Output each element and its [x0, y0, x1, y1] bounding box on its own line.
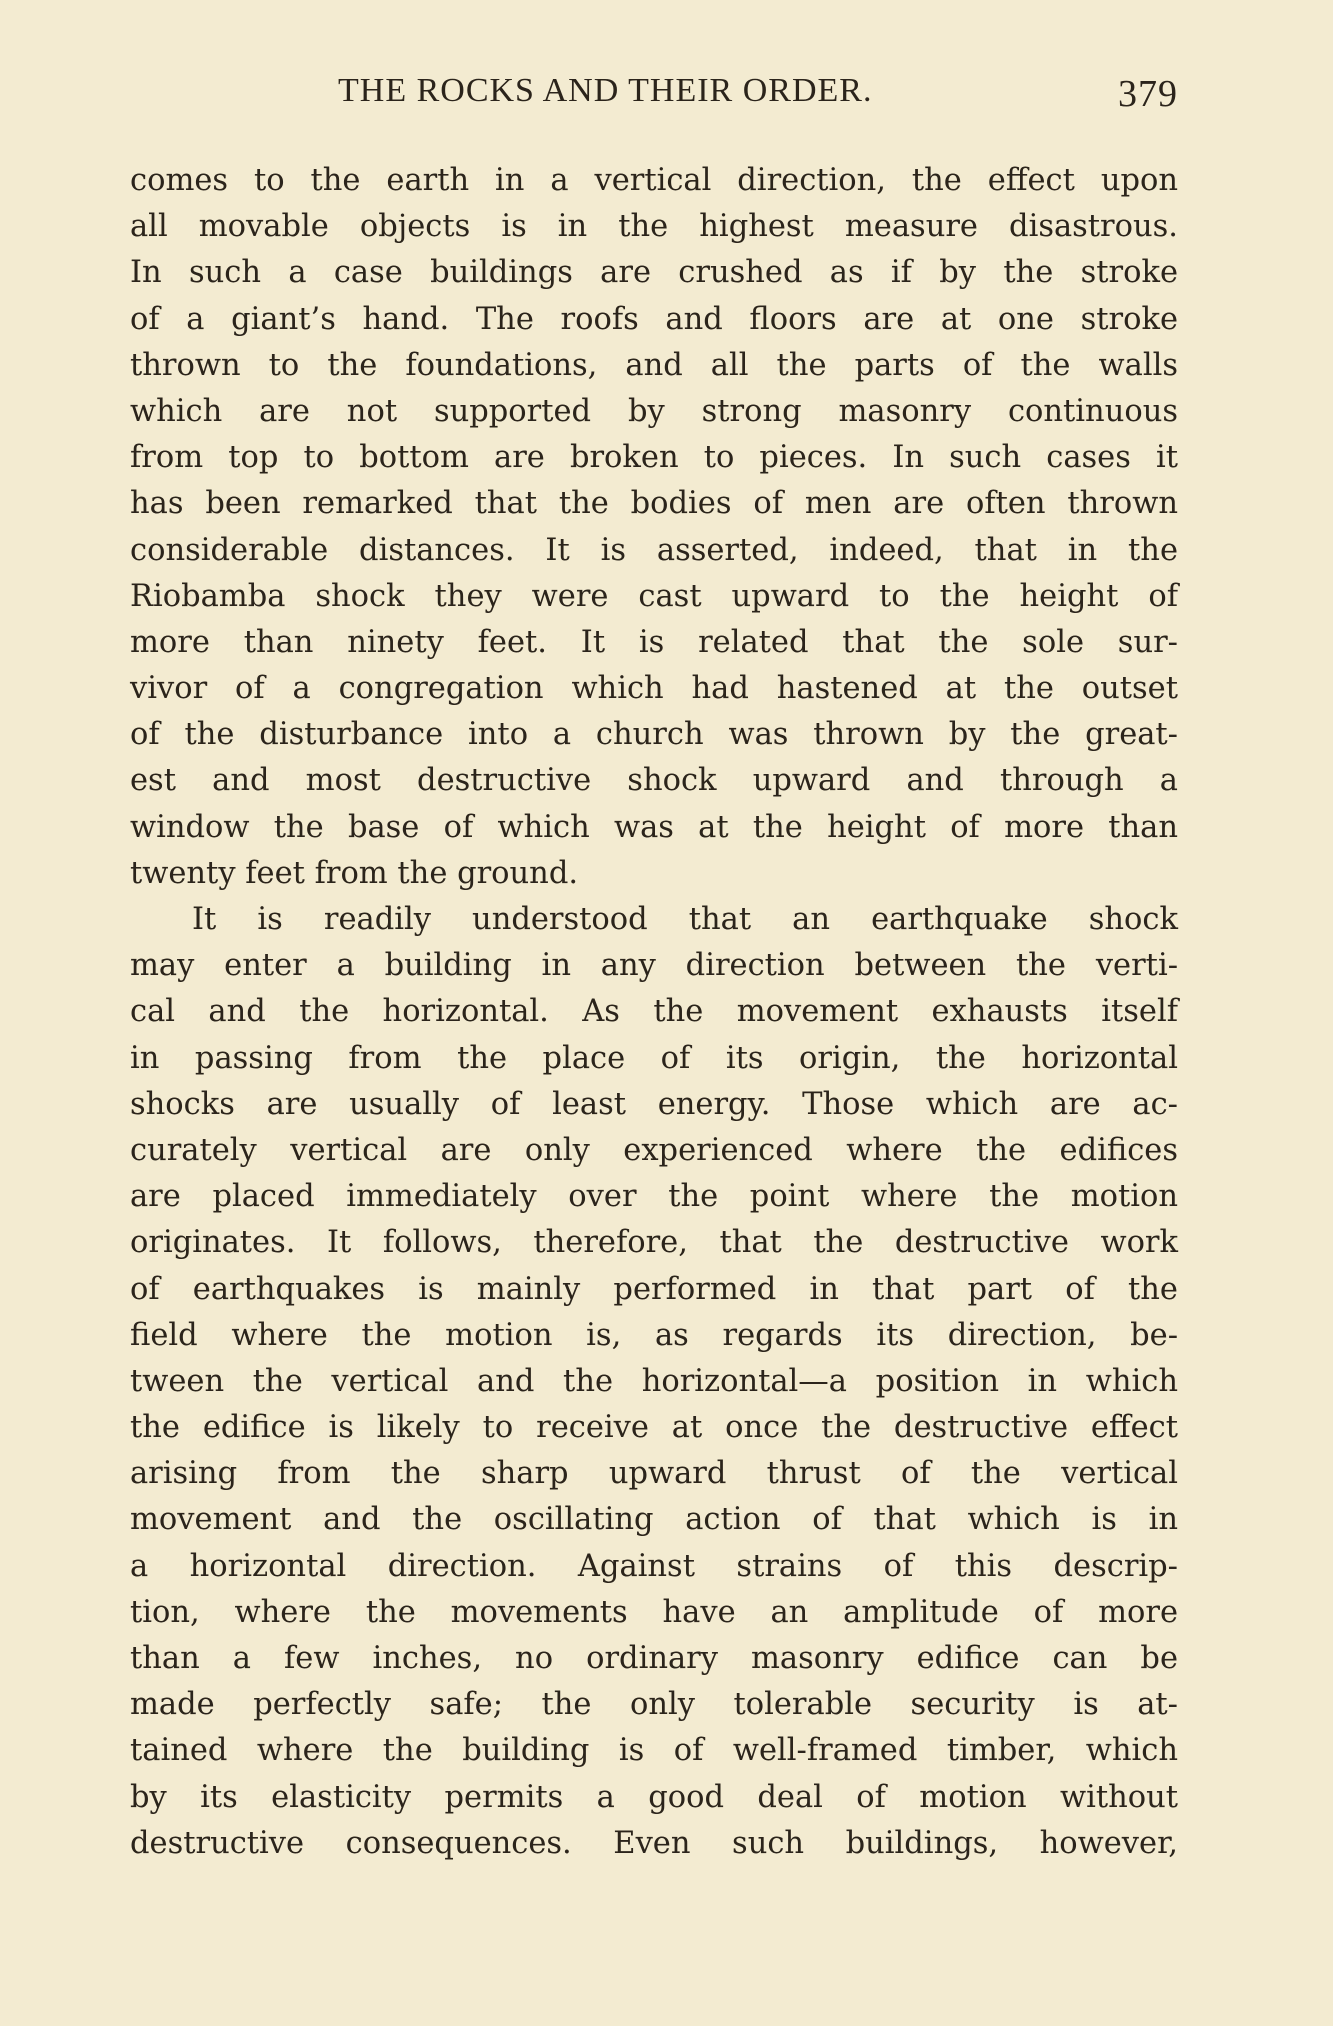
text-line: window the base of which was at the height of more than: [130, 809, 1178, 845]
text-line: considerable distances. It is asserted, indeed, that in the: [130, 532, 1178, 568]
text-line: comes to the earth in a vertical direction, the effect upon: [130, 163, 1178, 198]
text-line: destructive consequences. Even such buildings, however,: [130, 1825, 1178, 1861]
text-line: from top to bottom are broken to pieces. In such cases it: [130, 440, 1178, 476]
text-line: a horizontal direction. Against strains of this descrip-: [130, 1548, 1178, 1584]
text-line: est and most destructive shock upward and through a: [130, 763, 1178, 799]
text-line: cal and the horizontal. As the movement exhausts itself: [130, 994, 1178, 1030]
text-line: field where the motion is, as regards its direction, be-: [130, 1317, 1178, 1353]
text-line: of a giant’s hand. The roofs and floors are at one stroke: [130, 301, 1178, 337]
text-line: are placed immediately over the point where the motion: [130, 1179, 1178, 1215]
text-line: which are not supported by strong masonry continuous: [130, 393, 1178, 429]
text-line: movement and the oscillating action of that which is in: [130, 1502, 1178, 1538]
text-line: made perfectly safe; the only tolerable security is at-: [130, 1687, 1178, 1723]
text-line: of the disturbance into a church was thrown by the great-: [130, 717, 1178, 753]
text-line: tion, where the movements have an amplitude of more: [130, 1594, 1178, 1630]
text-line: In such a case buildings are crushed as if by the stroke: [130, 255, 1178, 291]
text-line: all movable objects is in the highest measure disastrous.: [130, 209, 1178, 245]
text-line: curately vertical are only experienced where the edifices: [130, 1132, 1178, 1168]
text-line: the edifice is likely to receive at once the destructive effect: [130, 1410, 1178, 1446]
text-line: in passing from the place of its origin, the horizontal: [130, 1040, 1178, 1076]
running-head: [130, 72, 1178, 116]
text-line: vivor of a congregation which had hastened at the outset: [130, 671, 1178, 707]
text-line: by its elasticity permits a good deal of motion without: [130, 1779, 1178, 1815]
text-line: arising from the sharp upward thrust of the vertical: [130, 1456, 1178, 1492]
text-line: twenty feet from the ground.: [130, 855, 579, 891]
text-line: of earthquakes is mainly performed in that part of the: [130, 1271, 1178, 1307]
body-text: [130, 158, 1178, 1867]
text-line: tween the vertical and the horizontal—a position in which: [130, 1363, 1178, 1399]
text-line: tained where the building is of well-framed timber, which: [130, 1733, 1178, 1769]
text-line: has been remarked that the bodies of men are often thrown: [130, 486, 1178, 522]
text-line: may enter a building in any direction between the verti-: [130, 948, 1178, 984]
text-line: more than ninety feet. It is related that the sole sur-: [130, 624, 1178, 660]
text-line: Riobamba shock they were cast upward to the height of: [130, 578, 1178, 614]
text-line: thrown to the foundations, and all the parts of the walls: [130, 347, 1178, 383]
text-line: than a few inches, no ordinary masonry edifice can be: [130, 1641, 1178, 1676]
running-title: THE ROCKS AND THEIR ORDER.: [338, 72, 873, 109]
text-line: It is readily understood that an earthquake shock: [192, 902, 1178, 937]
page-number: 379: [1118, 73, 1178, 115]
text-line: originates. It follows, therefore, that the destructive work: [130, 1225, 1178, 1261]
text-line: shocks are usually of least energy. Those which are ac-: [130, 1086, 1178, 1122]
